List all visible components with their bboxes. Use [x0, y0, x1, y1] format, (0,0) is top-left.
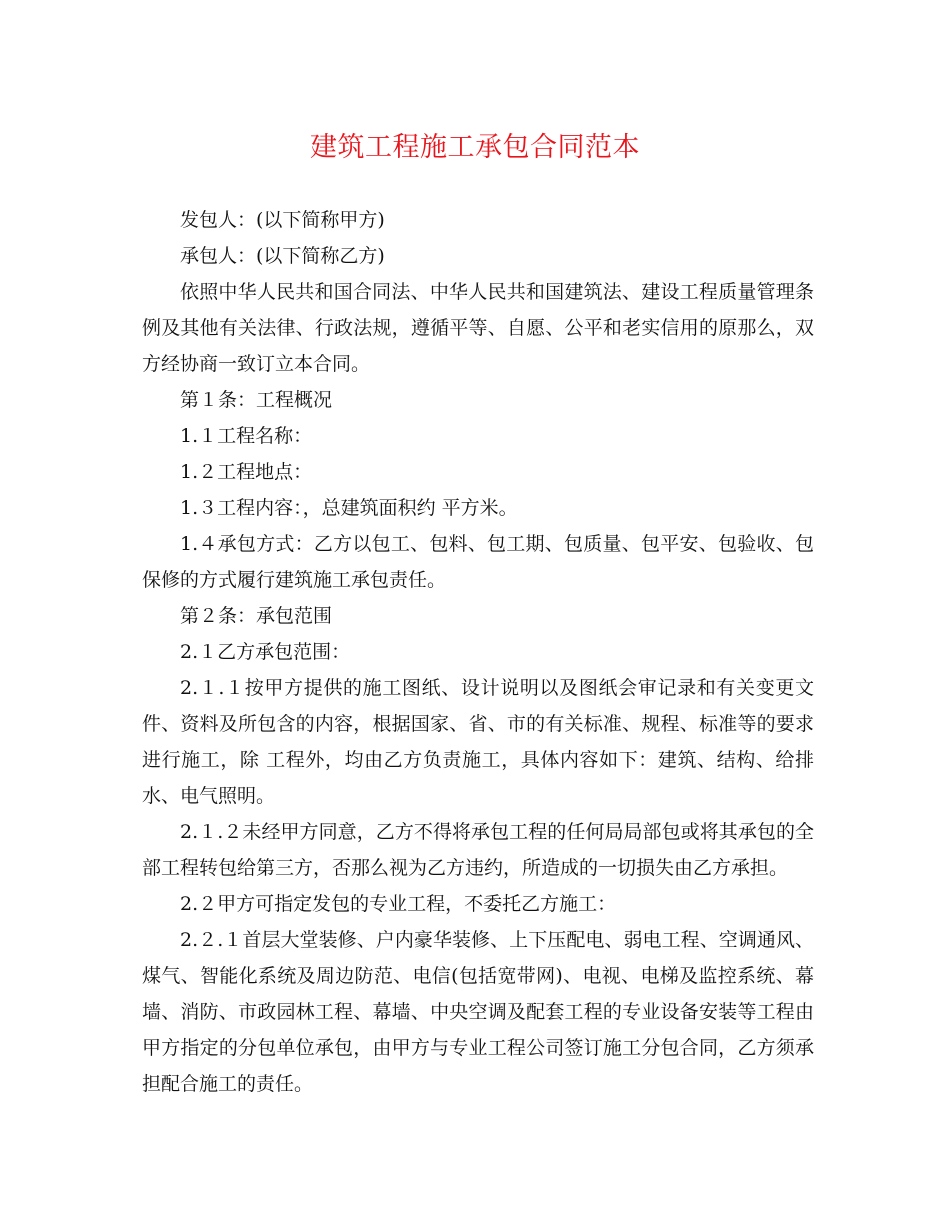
paragraph-contractor: 承包人：(以下简称乙方) — [180, 245, 385, 267]
clause-2-1: 2.１乙方承包范围： — [180, 641, 351, 663]
paragraph-employer: 发包人：(以下简称甲方) — [180, 209, 385, 231]
clause-1-3: 1.３工程内容：，总建筑面积约 平方米。 — [180, 497, 518, 519]
heading-article-1: 第１条：工程概况 — [180, 389, 333, 411]
clause-1-2: 1.２工程地点： — [180, 461, 313, 483]
document-title: 建筑工程施工承包合同范本 — [310, 132, 640, 163]
clause-2-1-1: 2.１.１按甲方提供的施工图纸、设计说明以及图纸会审记录和有关变更文件、资料及所包含的内容，根据国家、省、市的有关标准、规程、标准等的要求进行施工，除 工程外，均由乙方负责施工，具体内容如下：建筑、结构、给排水、电气照明。 — [142, 677, 814, 807]
clause-2-2-1: 2.２.１首层大堂装修、户内豪华装修、上下压配电、弱电工程、空调通风、煤气、智能化系统及周边防范、电信(包括宽带网)、电视、电梯及监控系统、幕墙、消防、市政园林工程、幕墙、中央空调及配套工程的专业设备安装等工程由甲方指定的分包单位承包，由甲方与专业工程公司签订施工分包合同，乙方须承担配合施工的责任。 — [142, 929, 814, 1095]
heading-article-2: 第２条：承包范围 — [180, 605, 333, 627]
clause-2-2: 2.２甲方可指定发包的专业工程，不委托乙方施工： — [180, 893, 617, 915]
paragraph-preamble: 依照中华人民共和国合同法、中华人民共和国建筑法、建设工程质量管理条例及其他有关法律、行政法规，遵循平等、自愿、公平和老实信用的原那么，双方经协商一致订立本合同。 — [142, 281, 814, 375]
clause-2-1-2: 2.１.２未经甲方同意，乙方不得将承包工程的任何局局部包或将其承包的全部工程转包给第三方，否那么视为乙方违约，所造成的一切损失由乙方承担。 — [142, 821, 814, 879]
document-body — [142, 202, 814, 1102]
clause-1-4: 1.４承包方式：乙方以包工、包料、包工期、包质量、包平安、包验收、包保修的方式履行建筑施工承包责任。 — [142, 533, 814, 591]
clause-1-1: 1.１工程名称： — [180, 425, 313, 447]
